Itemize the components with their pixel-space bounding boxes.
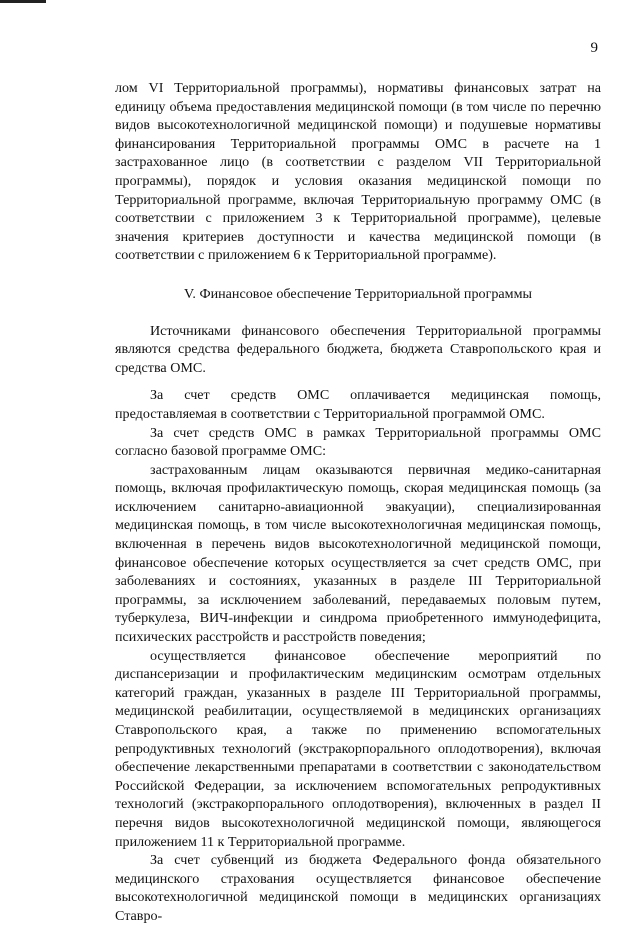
paragraph-oms-base-program: За счет средств ОМС в рамках Территориальной программы ОМС согласно базовой программе ОМС: (115, 424, 601, 460)
page-number: 9 (590, 40, 598, 56)
document-body (115, 79, 601, 926)
paragraph-funding-sources: Источниками финансового обеспечения Территориальной программы являются средства федерального бюджета, бюджета Ставропольского края и средства ОМС. (115, 322, 601, 376)
paragraph-continuation: лом VI Территориальной программы), нормативы финансовых затрат на единицу объема предоставления медицинской помощи (в том числе по перечню видов высокотехнологичной медицинской помощи) и подушевые нормативы финансирования Территориальной программы ОМС в расчете на 1 застрахованное лицо (в соответствии с разделом VII Территориальной программы), порядок и условия оказания медицинской помощи по Территориальной программе, включая Территориальную программу ОМС (в соответствии с приложением 3 к Территориальной программе), целевые значения критериев доступности и качества медицинской помощи (в соответствии с приложением 6 к Территориальной программе). (115, 80, 601, 264)
corner-scan-mark (0, 0, 46, 3)
paragraph-insured-persons-care: застрахованным лицам оказываются первичная медико-санитарная помощь, включая профилактическую помощь, скорая медицинская помощь (за исключением санитарно-авиационной эвакуации), специализированная медицинская помощь, в том числе высокотехнологичная медицинская помощь, включенная в перечень видов высокотехнологичной медицинской помощи, финансовое обеспечение которых осуществляется за счет средств ОМС, при заболеваниях и состояниях, указанных в разделе III Территориальной программы, за исключением заболеваний, передаваемых половым путем, туберкулеза, ВИЧ-инфекции и синдрома приобретенного иммунодефицита, психических расстройств и расстройств поведения; (115, 461, 601, 646)
paragraph-subventions: За счет субвенций из бюджета Федерального фонда обязательного медицинского страхования осуществляется финансовое обеспечение высокотехнологичной медицинской помощи в медицинских организациях Ставро- (115, 852, 601, 924)
paragraph-oms-payment: За счет средств ОМС оплачивается медицинская помощь, предоставляемая в соответствии с Территориальной программой ОМС. (115, 387, 601, 422)
section-heading: V. Финансовое обеспечение Территориальной программы (184, 285, 532, 302)
paragraph-dispensary-financing: осуществляется финансовое обеспечение мероприятий по диспансеризации и профилактическим медицинским осмотрам отдельных категорий граждан, указанных в разделе III Территориальной программы, медицинской реабилитации, осуществляемой в медицинских организациях Ставропольского края, а также по применению вспомогательных репродуктивных технологий (экстракорпорального оплодотворения), включая обеспечение лекарственными препаратами в соответствии с законодательством Российской Федерации, за исключением вспомогательных репродуктивных технологий (экстракорпорального оплодотворения), включенных в раздел II перечня видов высокотехнологичной медицинской помощи, являющегося приложением 11 к Территориальной программе. (115, 647, 601, 850)
